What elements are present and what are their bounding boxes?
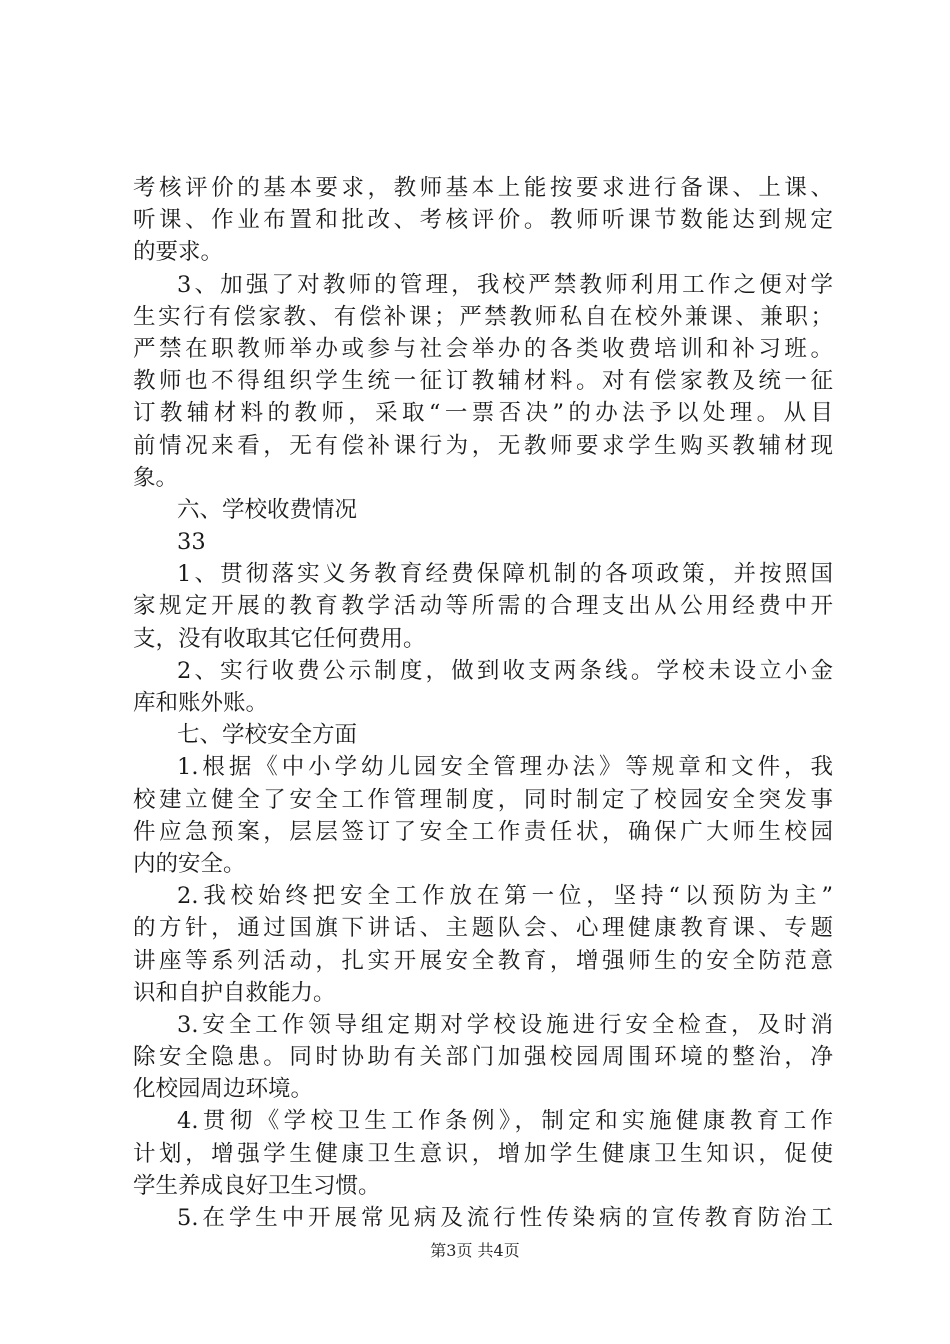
text-line: 听课、作业布置和批改、考核评价。教师听课节数能达到规定: [133, 207, 833, 234]
text-line: 除安全隐患。同时协助有关部门加强校园周围环境的整治，净: [133, 1044, 833, 1071]
text-line: 识和自护自救能力。: [133, 979, 336, 1006]
text-line: 六、学校收费情况: [177, 496, 358, 523]
text-line: 考核评价的基本要求，教师基本上能按要求进行备课、上课、: [133, 175, 833, 201]
text-line: 33: [177, 529, 206, 556]
text-line: 支，没有收取其它任何费用。: [133, 625, 426, 652]
text-line: 4.贯彻《学校卫生工作条例》，制定和实施健康教育工作: [177, 1108, 833, 1135]
text-line: 计划，增强学生健康卫生意识，增加学生健康卫生知识，促使: [133, 1140, 833, 1167]
document-body: [133, 172, 833, 1234]
text-line: 库和账外账。: [133, 690, 269, 716]
text-line: 化校园周边环境。: [133, 1076, 314, 1103]
page-footer: 第3页 共4页: [430, 1241, 520, 1260]
text-line: 件应急预案，层层签订了安全工作责任状，确保广大师生校园: [133, 818, 833, 845]
text-line: 2.我校始终把安全工作放在第一位，坚持“以预防为主”: [177, 883, 833, 910]
text-line: 5.在学生中开展常见病及流行性传染病的宣传教育防治工: [177, 1205, 833, 1231]
text-line: 象。: [133, 464, 179, 491]
text-line: 家规定开展的教育教学活动等所需的合理支出从公用经费中开: [133, 593, 833, 620]
text-line: 生实行有偿家教、有偿补课；严禁教师私自在校外兼课、兼职；: [133, 303, 833, 330]
text-line: 讲座等系列活动，扎实开展安全教育，增强师生的安全防范意: [133, 947, 833, 974]
text-line: 的方针，通过国旗下讲话、主题队会、心理健康教育课、专题: [133, 915, 833, 942]
text-line: 2、实行收费公示制度，做到收支两条线。学校未设立小金: [177, 657, 833, 684]
text-line: 3、加强了对教师的管理，我校严禁教师利用工作之便对学: [177, 271, 833, 298]
text-line: 1.根据《中小学幼儿园安全管理办法》等规章和文件，我: [177, 754, 833, 781]
text-line: 七、学校安全方面: [177, 722, 358, 749]
text-line: 1、贯彻落实义务教育经费保障机制的各项政策，并按照国: [177, 561, 833, 588]
text-line: 严禁在职教师举办或参与社会举办的各类收费培训和补习班。: [133, 335, 833, 362]
text-line: 3.安全工作领导组定期对学校设施进行安全检查，及时消: [177, 1011, 833, 1038]
text-line: 前情况来看，无有偿补课行为，无教师要求学生购买教辅材现: [133, 432, 833, 459]
text-line: 学生养成良好卫生习惯。: [133, 1172, 381, 1199]
text-line: 订教辅材料的教师，采取“一票否决”的办法予以处理。从目: [133, 400, 833, 427]
text-line: 的要求。: [133, 239, 224, 266]
text-line: 内的安全。: [133, 850, 246, 877]
text-line: 教师也不得组织学生统一征订教辅材料。对有偿家教及统一征: [133, 368, 833, 395]
text-line: 校建立健全了安全工作管理制度，同时制定了校园安全突发事: [133, 786, 833, 813]
